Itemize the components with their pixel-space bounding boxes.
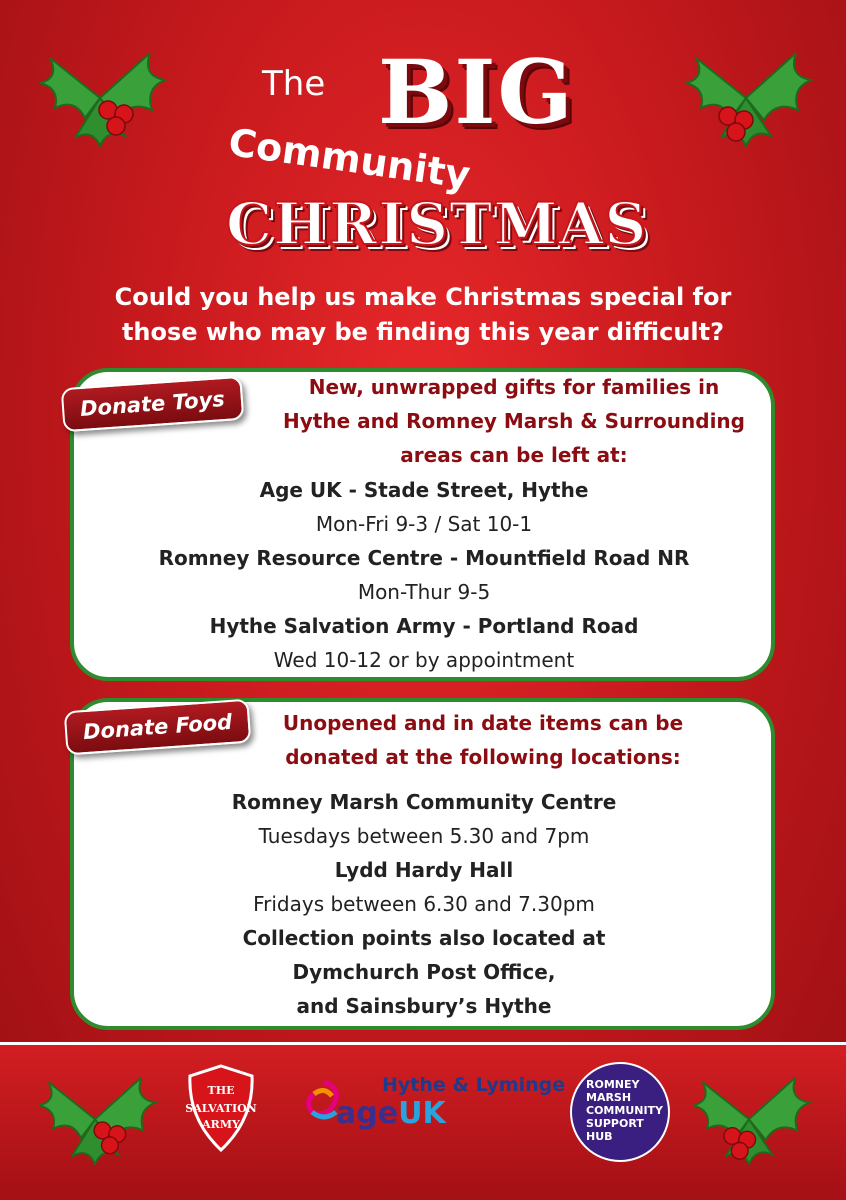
hub-line: MARSH (586, 1091, 632, 1104)
food-lead-text (258, 706, 708, 774)
age-uk-uk: UK (398, 1096, 446, 1131)
intro-line: Could you help us make Christmas special for (114, 283, 732, 311)
location-hours: Mon-Thur 9-5 (357, 580, 491, 604)
holly-icon (30, 28, 170, 148)
hub-line: COMMUNITY (586, 1104, 664, 1117)
title-christmas: CHRISTMAS (226, 190, 648, 258)
svg-text:THE: THE (207, 1084, 235, 1097)
lead-line: Hythe and Romney Marsh & Surrounding (283, 409, 745, 433)
location-hours: Tuesdays between 5.30 and 7pm (258, 824, 590, 848)
location-name: Lydd Hardy Hall (334, 858, 514, 882)
lead-line: Unopened and in date items can be (282, 711, 684, 735)
hub-line: SUPPORT (586, 1117, 644, 1130)
holly-icon (30, 1050, 160, 1170)
location-name: Hythe Salvation Army - Portland Road (209, 614, 639, 638)
age-uk-logo (300, 1068, 566, 1138)
holly-icon (676, 28, 816, 148)
toys-lead-text (258, 370, 770, 472)
lead-line: New, unwrapped gifts for families in (308, 375, 720, 399)
location-hours: Wed 10-12 or by appointment (273, 648, 575, 672)
hub-line: ROMNEY (586, 1078, 640, 1091)
intro-line: those who may be finding this year difficult? (121, 318, 725, 346)
intro-text (30, 280, 816, 350)
salvation-army-logo (182, 1064, 260, 1152)
romney-marsh-hub-logo (570, 1062, 670, 1162)
lead-line: donated at the following locations: (285, 745, 681, 769)
donate-food-tag: Donate Food (64, 699, 252, 756)
donate-toys-tag: Donate Toys (61, 376, 244, 433)
collection-line: Dymchurch Post Office, (292, 960, 556, 984)
age-uk-wordmark (336, 1096, 446, 1131)
location-name: Romney Marsh Community Centre (231, 790, 617, 814)
holly-icon (684, 1050, 814, 1170)
title-the: The (262, 64, 326, 104)
location-name: Age UK - Stade Street, Hythe (259, 478, 589, 502)
lead-line: areas can be left at: (400, 443, 628, 467)
toys-locations (74, 473, 774, 677)
food-locations (74, 785, 774, 1023)
collection-line: and Sainsbury’s Hythe (296, 994, 552, 1018)
age-uk-age: age (336, 1096, 399, 1131)
svg-text:ARMY: ARMY (202, 1118, 240, 1131)
svg-text:SALVATION: SALVATION (185, 1102, 257, 1115)
hub-line: HUB (586, 1130, 613, 1143)
location-hours: Mon-Fri 9-3 / Sat 10-1 (315, 512, 533, 536)
location-name: Romney Resource Centre - Mountfield Road NR (158, 546, 690, 570)
title-big: BIG (378, 40, 575, 144)
title-community: Community (225, 120, 473, 198)
age-uk-branch: Hythe & Lyminge (382, 1074, 566, 1096)
location-hours: Fridays between 6.30 and 7.30pm (253, 892, 595, 916)
collection-line: Collection points also located at (242, 926, 606, 950)
